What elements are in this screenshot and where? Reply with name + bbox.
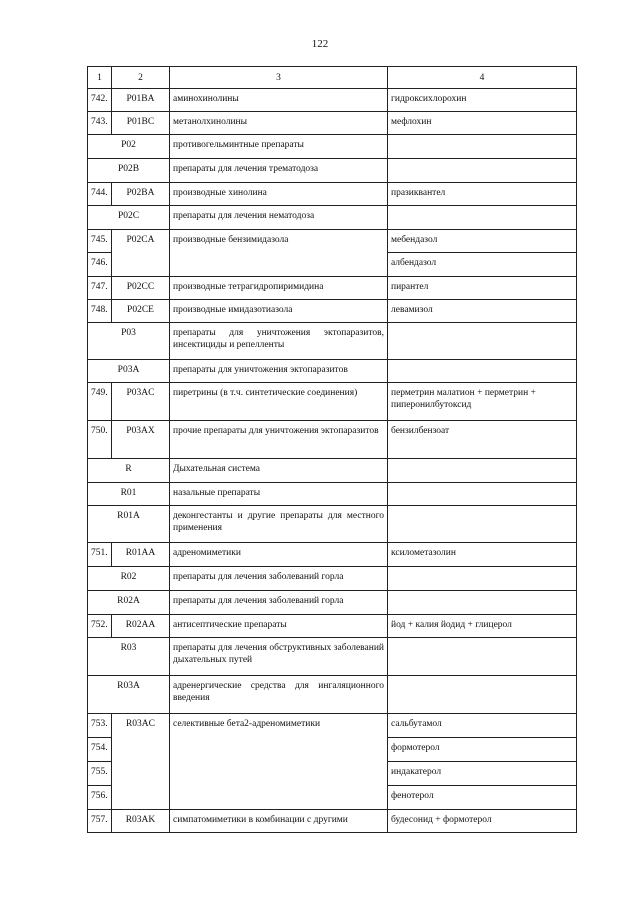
table-row xyxy=(88,459,577,483)
group-name: пиретрины (в т.ч. синтетические соединения) xyxy=(170,383,388,421)
drug-name xyxy=(388,360,577,383)
table-row xyxy=(88,383,577,421)
table-row xyxy=(88,567,577,591)
drug-name: албендазол xyxy=(388,253,577,277)
table-row xyxy=(88,810,577,833)
page-number: 122 xyxy=(311,38,329,50)
drug-name: йод + калия йодид + глицерол xyxy=(388,615,577,638)
drug-name: будесонид + формотерол xyxy=(388,810,577,833)
group-name: препараты для лечения обструктивных заболеваний дыхательных путей xyxy=(170,638,388,676)
drug-name: индакатерол xyxy=(388,762,577,786)
group-name: производные бензимидазола xyxy=(170,230,388,277)
group-name: препараты для лечения заболеваний горла xyxy=(170,567,388,591)
row-number: 753. xyxy=(88,714,112,738)
table-row xyxy=(88,323,577,360)
atc-code: P03 xyxy=(88,323,170,360)
table-row xyxy=(88,183,577,206)
atc-code: R03 xyxy=(88,638,170,676)
atc-code: P03AC xyxy=(112,383,170,421)
atc-code: P03AX xyxy=(112,421,170,459)
table-row xyxy=(88,206,577,230)
drug-name xyxy=(388,159,577,183)
table-row xyxy=(88,506,577,543)
group-name: производные имидазотиазола xyxy=(170,300,388,323)
drug-name xyxy=(388,323,577,360)
drug-classification-table xyxy=(87,66,577,833)
atc-code: R02AA xyxy=(112,615,170,638)
atc-code: P02CA xyxy=(112,230,170,277)
table-row xyxy=(88,159,577,183)
atc-code: P01BA xyxy=(112,89,170,112)
group-name: селективные бета2-адреномиметики xyxy=(170,714,388,810)
group-name: назальные препараты xyxy=(170,483,388,506)
drug-name: мебендазол xyxy=(388,230,577,253)
group-name: аминохинолины xyxy=(170,89,388,112)
drug-name xyxy=(388,206,577,230)
row-number: 747. xyxy=(88,277,112,300)
column-header-3: 3 xyxy=(170,67,388,89)
drug-name: гидроксихлорохин xyxy=(388,89,577,112)
group-name: препараты для уничтожения эктопаразитов, инсектициды и репелленты xyxy=(170,323,388,360)
drug-name: мефлохин xyxy=(388,112,577,135)
row-number: 757. xyxy=(88,810,112,833)
row-number: 746. xyxy=(88,253,112,277)
group-name: метанолхинолины xyxy=(170,112,388,135)
table-row xyxy=(88,714,577,738)
group-name: Дыхательная система xyxy=(170,459,388,483)
column-header-1: 1 xyxy=(88,67,112,89)
atc-code: P02B xyxy=(88,159,170,183)
row-number: 748. xyxy=(88,300,112,323)
column-header-2: 2 xyxy=(112,67,170,89)
table-row xyxy=(88,230,577,253)
table-row xyxy=(88,676,577,714)
atc-code: R01AA xyxy=(112,543,170,567)
group-name: противогельминтные препараты xyxy=(170,135,388,159)
group-name: производные тетрагидропиримидина xyxy=(170,277,388,300)
group-name: адренергические средства для ингаляционного введения xyxy=(170,676,388,714)
group-name: симпатомиметики в комбинации с другими xyxy=(170,810,388,833)
group-name: адреномиметики xyxy=(170,543,388,567)
table-row xyxy=(88,638,577,676)
table-row xyxy=(88,483,577,506)
atc-code: P02CE xyxy=(112,300,170,323)
table-row xyxy=(88,135,577,159)
group-name: деконгестанты и другие препараты для местного применения xyxy=(170,506,388,543)
atc-code: P02CC xyxy=(112,277,170,300)
drug-name xyxy=(388,483,577,506)
drug-name: празиквантел xyxy=(388,183,577,206)
drug-name xyxy=(388,591,577,615)
drug-name xyxy=(388,135,577,159)
drug-name xyxy=(388,459,577,483)
drug-name: пирантел xyxy=(388,277,577,300)
atc-code: R03AC xyxy=(112,714,170,810)
row-number: 752. xyxy=(88,615,112,638)
drug-name: ксилометазолин xyxy=(388,543,577,567)
row-number: 751. xyxy=(88,543,112,567)
group-name: препараты для лечения нематодоза xyxy=(170,206,388,230)
row-number: 742. xyxy=(88,89,112,112)
atc-code: R02A xyxy=(88,591,170,615)
drug-name: фенотерол xyxy=(388,786,577,810)
drug-name xyxy=(388,567,577,591)
atc-code: P02C xyxy=(88,206,170,230)
row-number: 754. xyxy=(88,738,112,762)
drug-name xyxy=(388,676,577,714)
header-row xyxy=(88,67,577,89)
group-name: препараты для уничтожения эктопаразитов xyxy=(170,360,388,383)
atc-code: R01A xyxy=(88,506,170,543)
atc-code: P03A xyxy=(88,360,170,383)
drug-name xyxy=(388,638,577,676)
drug-name: перметрин малатион + перметрин + пиперонилбутоксид xyxy=(388,383,577,421)
atc-code: R03A xyxy=(88,676,170,714)
group-name: препараты для лечения трематодоза xyxy=(170,159,388,183)
table-row xyxy=(88,112,577,135)
atc-code: R xyxy=(88,459,170,483)
table-row xyxy=(88,277,577,300)
drug-name: формотерол xyxy=(388,738,577,762)
table-row xyxy=(88,615,577,638)
table-row xyxy=(88,360,577,383)
drug-name xyxy=(388,506,577,543)
group-name: препараты для лечения заболеваний горла xyxy=(170,591,388,615)
drug-name: бензилбензоат xyxy=(388,421,577,459)
group-name: прочие препараты для уничтожения эктопаразитов xyxy=(170,421,388,459)
drug-name: сальбутамол xyxy=(388,714,577,738)
table-row xyxy=(88,591,577,615)
row-number: 755. xyxy=(88,762,112,786)
row-number: 744. xyxy=(88,183,112,206)
atc-code: R01 xyxy=(88,483,170,506)
atc-code: P02BA xyxy=(112,183,170,206)
column-header-4: 4 xyxy=(388,67,577,89)
atc-code: P02 xyxy=(88,135,170,159)
drug-name: левамизол xyxy=(388,300,577,323)
row-number: 745. xyxy=(88,230,112,253)
group-name: антисептические препараты xyxy=(170,615,388,638)
row-number: 749. xyxy=(88,383,112,421)
atc-code: R02 xyxy=(88,567,170,591)
table-row xyxy=(88,89,577,112)
row-number: 750. xyxy=(88,421,112,459)
row-number: 756. xyxy=(88,786,112,810)
group-name: производные хинолина xyxy=(170,183,388,206)
table-row xyxy=(88,421,577,459)
table-row xyxy=(88,543,577,567)
atc-code: R03AK xyxy=(112,810,170,833)
table-row xyxy=(88,300,577,323)
atc-code: P01BC xyxy=(112,112,170,135)
row-number: 743. xyxy=(88,112,112,135)
